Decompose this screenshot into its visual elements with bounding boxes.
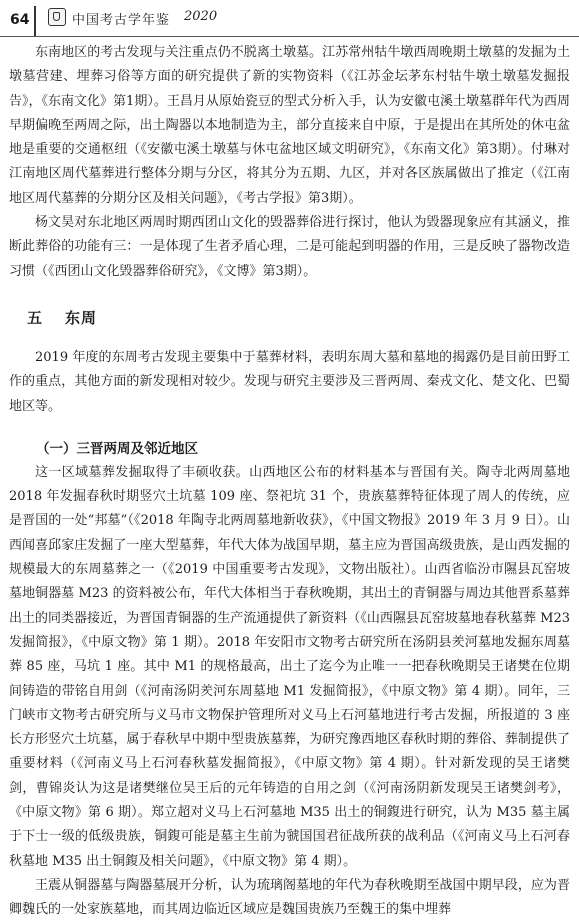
header-vertical-rule: [34, 6, 36, 36]
paragraph-sanjin: 这一区域墓葬发掘取得了丰硕收获。山西地区公布的材料基本与晋国有关。陶寺北两周墓地 2018 年发掘春秋时期竖穴土坑墓 109 座、祭祀坑 31 个，贵族墓葬特征体现了周人的传统，应是晋国的一处“邦墓”（《2018 年陶寺北两周墓地新收获》，《中国文物报》2019 年 3 月 9 日）。山西闻喜邱家庄发掘了一座大型墓葬，年代大体为战国早期，墓主应为晋国高级贵族，是山西发掘的规模最大的东周墓葬之一（《2019 中国重要考古发现》，文物出版社）。山西省临汾市隰县瓦窑坡墓地铜器墓 M23 的资料被公布，年代大体相当于春秋晚期，其出土的青铜器与周边其他晋系墓葬出土的同类器接近，为晋国青铜器的生产流通提供了新资料（《山西隰县瓦窑坡墓地春秋墓葬 M23 发掘简报》，《中原文物》第 1 期）。2018 年安阳市文物考古研究所在汤阴县羑河墓地发掘东周墓葬 85 座，马坑 1 座。其中 M1 的规格最高，出土了迄今为止唯一一把春秋晚期吴王诸樊在位期间铸造的带铭自用剑（《河南汤阴羑河东周墓地 M1 发掘简报》，《中原文物》第 4 期）。同年，三门峡市文物考古研究所与义马市文物保护管理所对义马上石河墓地进行考古发掘，所报道的 3 座长方形竖穴土坑墓，属于春秋早中期中型贵族墓葬，为研究豫西地区春秋时期的葬俗、葬制提供了重要材料（《河南义马上石河春秋墓发掘简报》，《中原文物》第 4 期）。针对新发现的吴王诸樊剑，曹锦炎认为这是诸樊继位吴王后的元年铸造的自用之剑（《河南汤阴新发现吴王诸樊剑考》，《中原文物》第 6 期）。郑立超对义马上石河墓地 M35 出土的铜鍑进行研究，认为 M35 墓主属于下士一级的低级贵族，铜鍑可能是墓主生前为虢国国君征战所获的战利品（《河南义马上石河春秋墓地 M35 出土铜鍑及相关问题》，《中原文物》第 4 期）。: [9, 464, 570, 869]
section-heading: [27, 308, 570, 328]
page-body: [9, 41, 570, 923]
yearbook-logo-icon: [48, 8, 66, 26]
section-title: 东周: [65, 308, 98, 327]
section-intro-paragraph: 2019 年度的东周考古发现主要集中于墓葬材料，表明东周大墓和墓地的揭露仍是目前田野工作的重点，其他方面的新发现相对较少。发现与研究主要涉及三晋两周、秦戎文化、楚文化、巴蜀地区等。: [9, 349, 570, 414]
subsection-heading: （一）三晋两周及邻近地区: [36, 440, 198, 457]
paragraph-liuligé: 王震从铜器墓与陶器墓展开分析，认为琉璃阁墓地的年代为春秋晚期至战国中期早段，应为晋卿魏氏的一处家族墓地，而其周边临近区域应是魏国贵族乃至魏王的集中埋葬: [9, 877, 570, 918]
book-year: 2020: [184, 9, 218, 24]
page-number: 64: [10, 12, 30, 28]
paragraph-southeast: 东南地区的考古发现与关注重点仍不脱离土墩墓。江苏常州牯牛墩西周晚期土墩墓的发掘为土墩墓营建、埋葬习俗等方面的研究提供了新的实物资料（《江苏金坛茅东村牯牛墩土墩墓发掘报告》，《东南文化》第1期）。王昌月从原始瓷豆的型式分析入手，认为安徽屯溪土墩墓群年代为西周早期偏晚至两周之际，出土陶器以本地制造为主，部分直接来自中原，于是提出在其所处的休屯盆地是重要的交通枢纽（《安徽屯溪土墩墓与休屯盆地区域文明研究》，《东南文化》第3期）。付琳对江南地区周代墓葬进行整体分期与分区，将其分为五期、九区，并对各区族属做出了推定（《江南地区周代墓葬的分期分区及相关问题》，《考古学报》第3期）。: [9, 45, 570, 206]
header-divider: [0, 36, 579, 37]
book-title: 中国考古学年鉴: [72, 13, 171, 28]
paragraph-northeast: 杨文昊对东北地区两周时期西团山文化的毁器葬俗进行探讨，他认为毁器现象应有其涵义，推断此葬俗的功能有三：一是体现了生者矛盾心理，二是可能起到明器的作用，三是反映了器物改造习惯（《西团山文化毁器葬俗研究》，《文博》第3期）。: [9, 215, 570, 279]
running-header: [0, 0, 579, 36]
section-number: 五: [27, 308, 44, 327]
